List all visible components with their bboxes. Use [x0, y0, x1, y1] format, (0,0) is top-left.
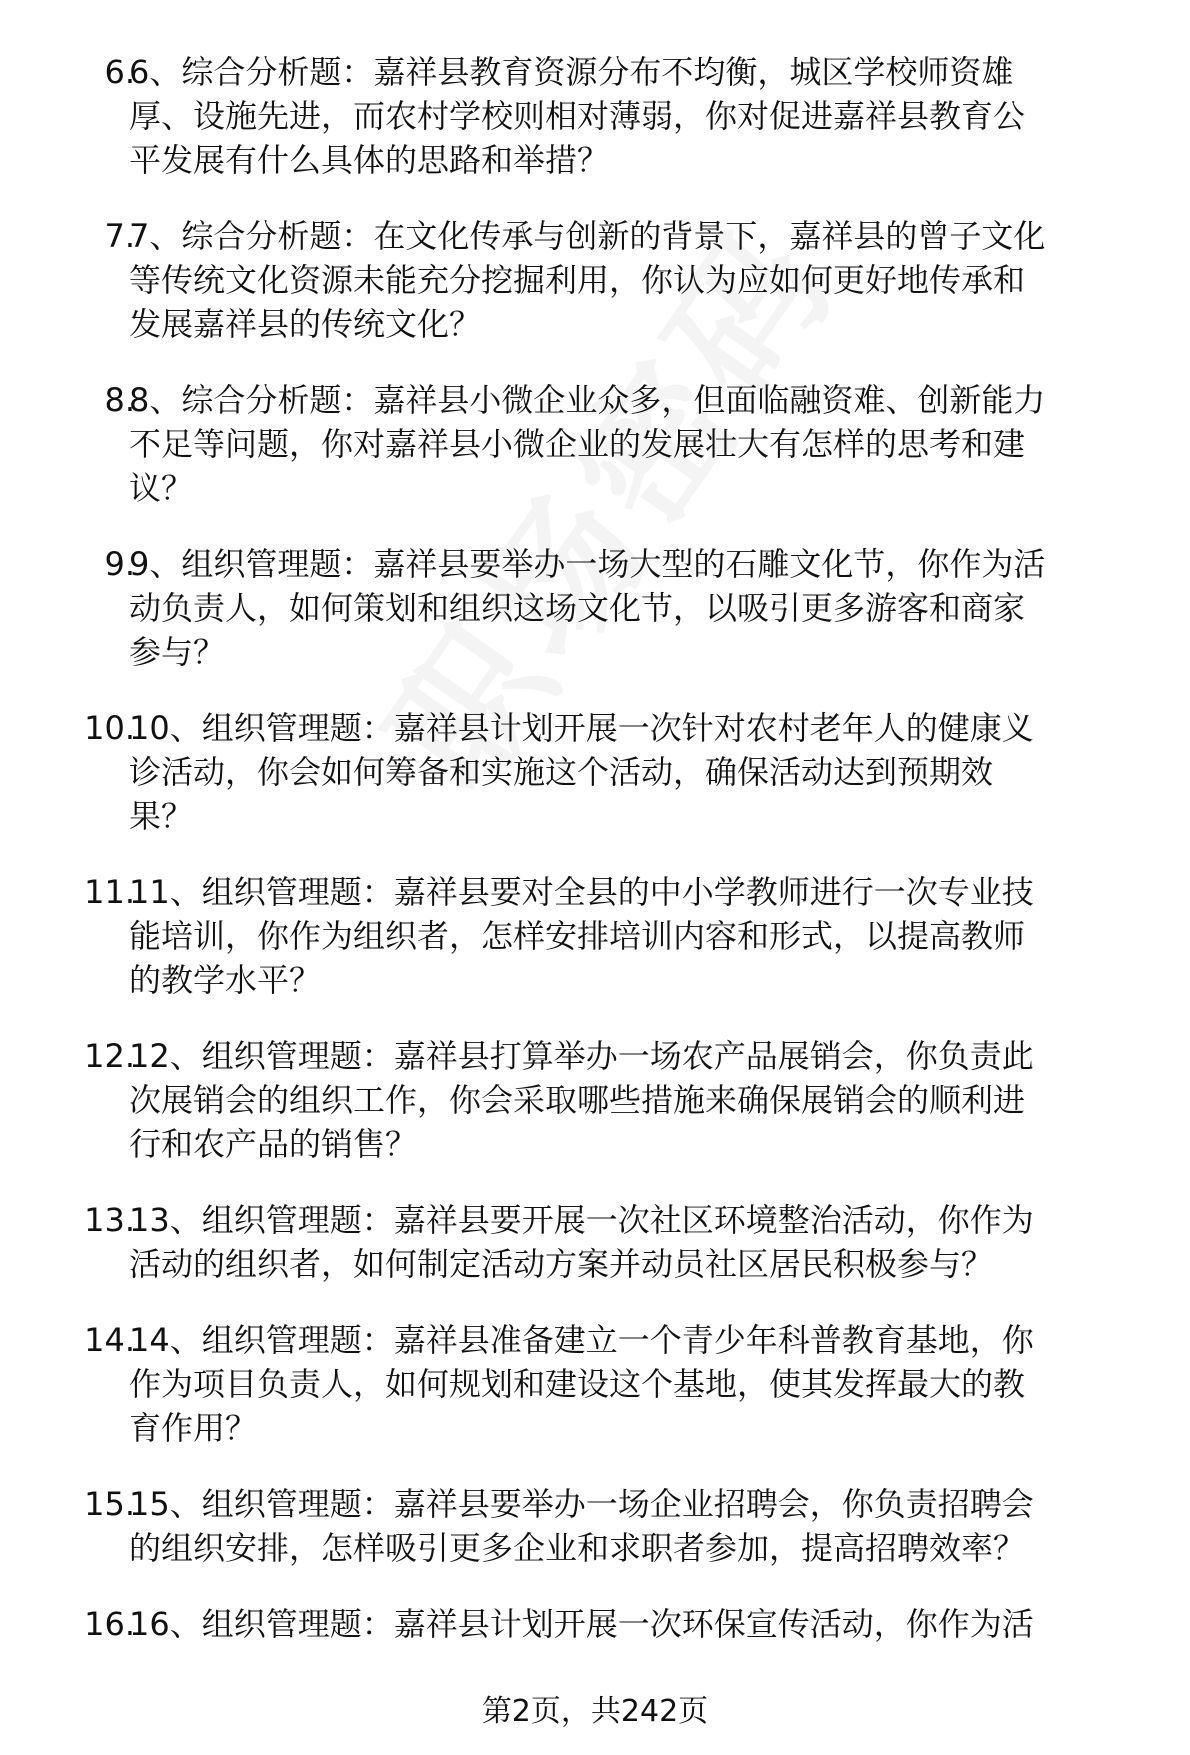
question-text-line: 行和农产品的销售？	[129, 1125, 418, 1163]
question-number: 8.	[104, 381, 135, 419]
question-item	[0, 1602, 1190, 1646]
question-text	[129, 1602, 1169, 1646]
question-text-line: 6、综合分析题：嘉祥县教育资源分布不均衡，城区学校师资雄	[129, 53, 1014, 91]
question-list	[0, 50, 1190, 1678]
question-text-line: 育作用？	[129, 1409, 258, 1447]
question-item	[0, 214, 1190, 346]
question-item	[0, 1482, 1190, 1570]
question-text-line: 10、组织管理题：嘉祥县计划开展一次针对农村老年人的健康义	[129, 709, 1034, 747]
question-text-line: 厚、设施先进，而农村学校则相对薄弱，你对促进嘉祥县教育公	[129, 97, 1026, 135]
question-item	[0, 1318, 1190, 1450]
question-number: 11.	[84, 873, 135, 911]
question-text-line: 能培训，你作为组织者，怎样安排培训内容和形式，以提高教师	[129, 917, 1026, 955]
question-text-line: 14、组织管理题：嘉祥县准备建立一个青少年科普教育基地，你	[129, 1321, 1034, 1359]
question-text-line: 平发展有什么具体的思路和举措？	[129, 141, 610, 179]
question-item	[0, 706, 1190, 838]
question-text-line: 9、组织管理题：嘉祥县要举办一场大型的石雕文化节，你作为活	[129, 545, 1046, 583]
question-number: 16.	[84, 1605, 135, 1643]
question-number: 7.	[104, 217, 135, 255]
question-number: 13.	[84, 1201, 135, 1239]
question-text-line: 议？	[129, 469, 194, 507]
page-footer: 第2页，共242页	[481, 1694, 709, 1729]
question-number: 6.	[104, 53, 135, 91]
question-item	[0, 378, 1190, 510]
question-number: 10.	[84, 709, 135, 747]
question-item	[0, 1034, 1190, 1166]
question-number: 9.	[104, 545, 135, 583]
question-text-line: 参与？	[129, 633, 226, 671]
question-item	[0, 1198, 1190, 1286]
question-text-line: 作为项目负责人，如何规划和建设这个基地，使其发挥最大的教	[129, 1365, 1026, 1403]
question-text	[129, 1198, 1169, 1286]
question-text-line: 等传统文化资源未能充分挖掘利用，你认为应如何更好地传承和	[129, 261, 1026, 299]
question-item	[0, 50, 1190, 182]
question-number: 12.	[84, 1037, 135, 1075]
question-text	[129, 1034, 1169, 1166]
question-text-line: 15、组织管理题：嘉祥县要举办一场企业招聘会，你负责招聘会	[129, 1485, 1034, 1523]
question-text	[129, 378, 1169, 510]
question-text	[129, 542, 1169, 674]
question-text-line: 13、组织管理题：嘉祥县要开展一次社区环境整治活动，你作为	[129, 1201, 1034, 1239]
question-text-line: 的教学水平？	[129, 961, 322, 999]
question-text-line: 的组织安排，怎样吸引更多企业和求职者参加，提高招聘效率？	[129, 1529, 1026, 1567]
question-text-line: 7、综合分析题：在文化传承与创新的背景下，嘉祥县的曾子文化	[129, 217, 1046, 255]
question-text-line: 发展嘉祥县的传统文化？	[129, 305, 482, 343]
question-text-line: 不足等问题，你对嘉祥县小微企业的发展壮大有怎样的思考和建	[129, 425, 1026, 463]
question-text-line: 次展销会的组织工作，你会采取哪些措施来确保展销会的顺利进	[129, 1081, 1026, 1119]
question-item	[0, 542, 1190, 674]
question-text-line: 动负责人，如何策划和组织这场文化节，以吸引更多游客和商家	[129, 589, 1026, 627]
question-number: 14.	[84, 1321, 135, 1359]
question-text-line: 8、综合分析题：嘉祥县小微企业众多，但面临融资难、创新能力	[129, 381, 1046, 419]
question-text	[129, 706, 1169, 838]
question-text	[129, 1318, 1169, 1450]
question-text-line: 12、组织管理题：嘉祥县打算举办一场农产品展销会，你负责此	[129, 1037, 1034, 1075]
question-number: 15.	[84, 1485, 135, 1523]
question-text-line: 11、组织管理题：嘉祥县要对全县的中小学教师进行一次专业技	[129, 873, 1034, 911]
question-text-line: 诊活动，你会如何筹备和实施这个活动，确保活动达到预期效	[129, 753, 994, 791]
question-item	[0, 870, 1190, 1002]
question-text-line: 16、组织管理题：嘉祥县计划开展一次环保宣传活动，你作为活	[129, 1605, 1034, 1643]
question-text	[129, 870, 1169, 1002]
question-text-line: 果？	[129, 797, 194, 835]
question-text-line: 活动的组织者，如何制定活动方案并动员社区居民积极参与？	[129, 1245, 994, 1283]
question-text	[129, 1482, 1169, 1570]
question-text	[129, 50, 1169, 182]
question-text	[129, 214, 1169, 346]
